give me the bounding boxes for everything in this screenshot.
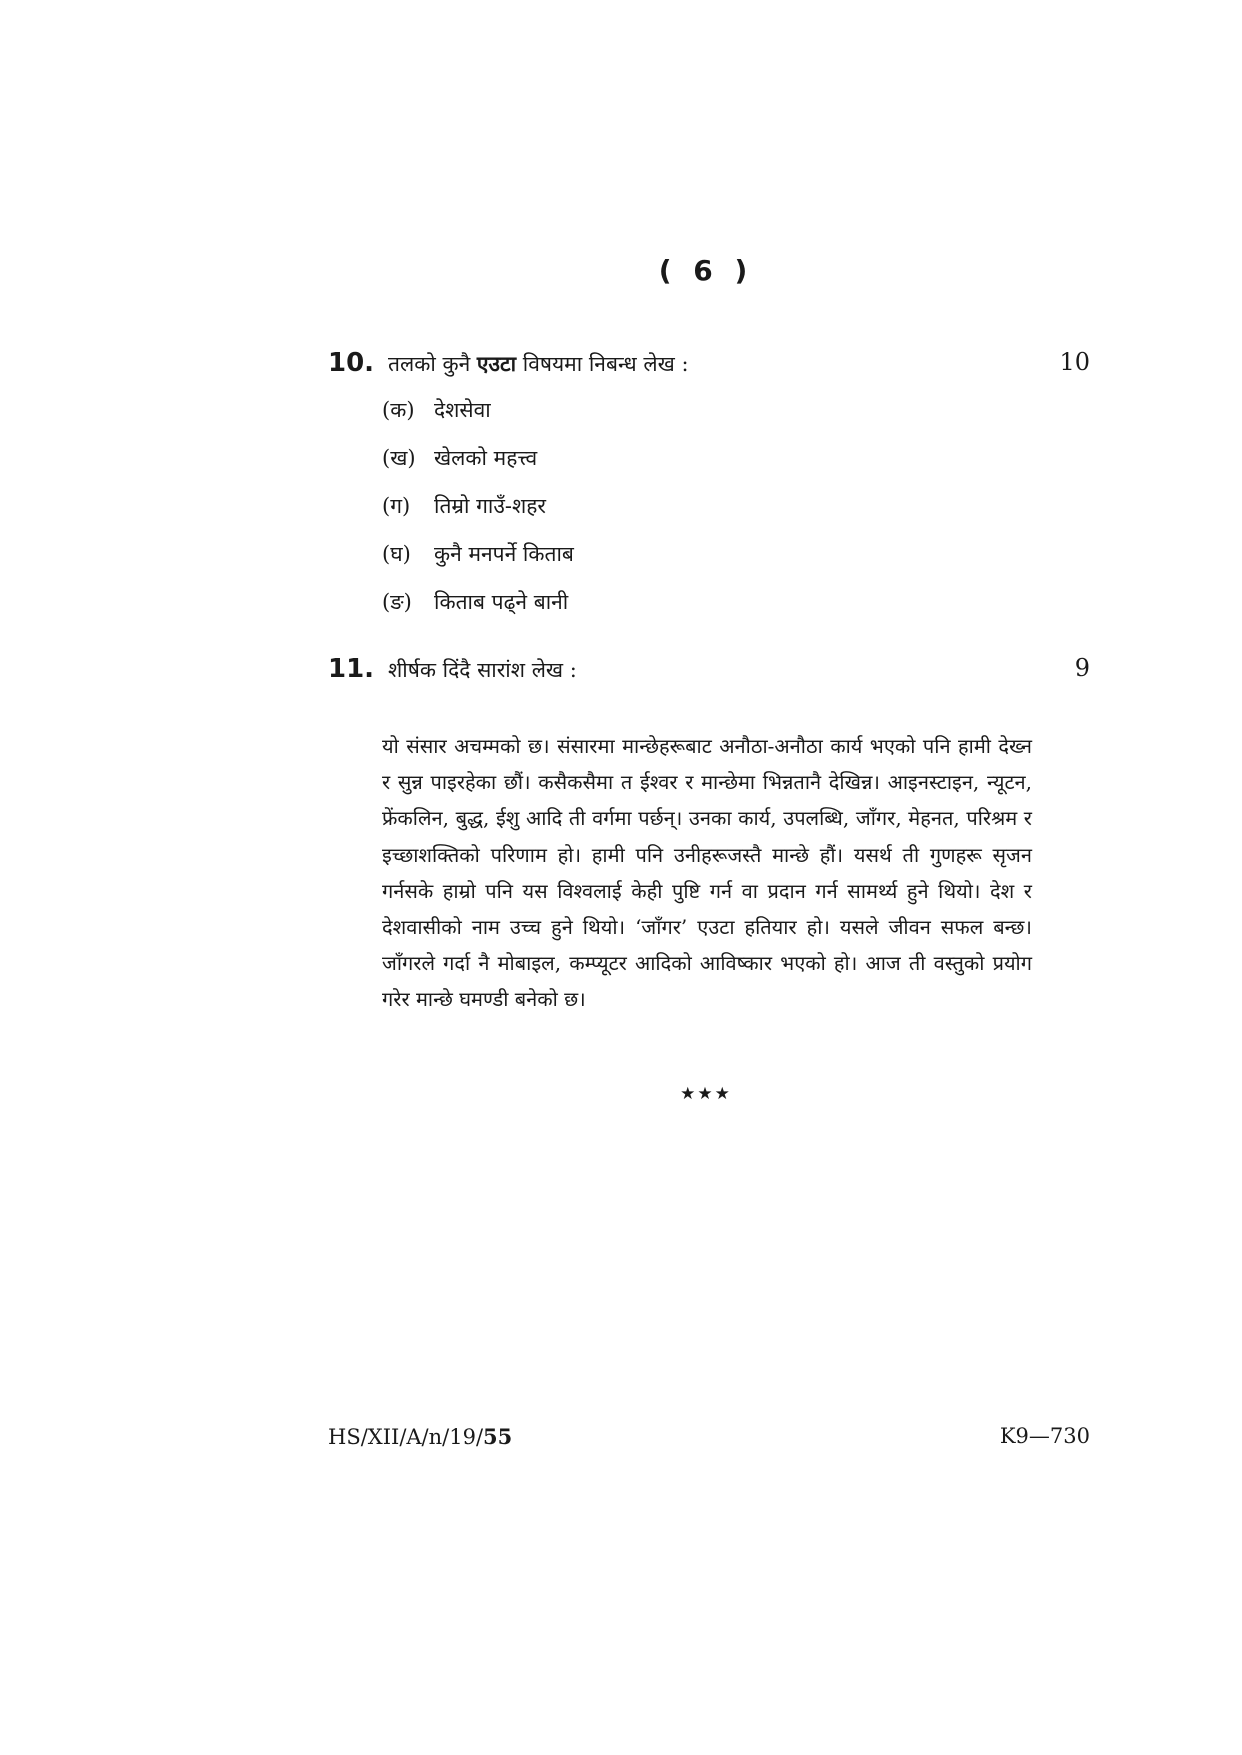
option-label: (घ) <box>382 542 411 566</box>
option-label: (क) <box>382 398 415 422</box>
footer-print-code: K9—730 <box>999 1424 1090 1448</box>
footer-code-prefix: HS/XII/A/n/19/ <box>328 1425 484 1449</box>
option-gha <box>382 540 574 588</box>
footer-code-bold: 55 <box>483 1424 513 1449</box>
question-11 <box>328 654 1090 694</box>
option-label: (ङ) <box>382 590 412 614</box>
question-10-text-before: तलको कुनै <box>388 352 477 376</box>
option-kha <box>382 444 574 492</box>
question-11-text: शीर्षक दिंदै सारांश लेख : <box>388 658 577 682</box>
summary-passage: यो संसार अचम्मको छ। संसारमा मान्छेहरूबाट अनौठा-अनौठा कार्य भएको पनि हामी देख्न र सुन्न पाइरहेका छौं। कसैकसैमा त ईश्वर र मान्छेमा भिन्नतानै देखिन्न। आइनस्टाइन, न्यूटन, फ्रेंकलिन, बुद्ध, ईशु आदि ती वर्गमा पर्छन्। उनका कार्य, उपलब्धि, जाँगर, मेहनत, परिश्रम र इच्छाशक्तिको परिणाम हो। हामी पनि उनीहरूजस्तै मान्छे हौं। यसर्थ ती गुणहरू सृजन गर्नसके हाम्रो पनि यस विश्वलाई केही पुष्टि गर्न वा प्रदान गर्न सामर्थ्य हुने थियो। देश र देशवासीको नाम उच्च हुने थियो। ‘जाँगर’ एउटा हतियार हो। यसले जीवन सफल बन्छ। जाँगरले गर्दा नै मोबाइल, कम्प्यूटर आदिको आविष्कार भएको हो। आज ती वस्तुको प्रयोग गरेर मान्छे घमण्डी बनेको छ। <box>382 734 1032 1012</box>
question-10 <box>328 348 1090 388</box>
question-11-number: 11. <box>328 654 375 684</box>
option-label: (ग) <box>382 494 411 518</box>
question-10-text <box>388 350 689 378</box>
question-10-options <box>382 396 574 636</box>
option-text: देशसेवा <box>434 398 491 422</box>
option-nga <box>382 588 574 636</box>
page-number: ( 6 ) <box>658 254 754 287</box>
end-marker: ★★★ <box>680 1084 732 1104</box>
option-text: तिम्रो गाउँ-शहर <box>434 494 546 518</box>
option-label: (ख) <box>382 446 416 470</box>
footer-paper-code <box>328 1424 512 1449</box>
option-ka <box>382 396 574 444</box>
option-text: किताब पढ्ने बानी <box>434 590 569 614</box>
option-text: खेलको महत्त्व <box>434 446 538 470</box>
question-10-text-bold: एउटा <box>476 351 517 376</box>
option-text: कुनै मनपर्ने किताब <box>434 542 574 566</box>
option-ga <box>382 492 574 540</box>
question-10-marks: 10 <box>1059 348 1090 376</box>
question-10-number: 10. <box>328 348 375 378</box>
question-11-marks: 9 <box>1074 654 1090 682</box>
question-10-text-after: विषयमा निबन्ध लेख : <box>516 352 689 376</box>
